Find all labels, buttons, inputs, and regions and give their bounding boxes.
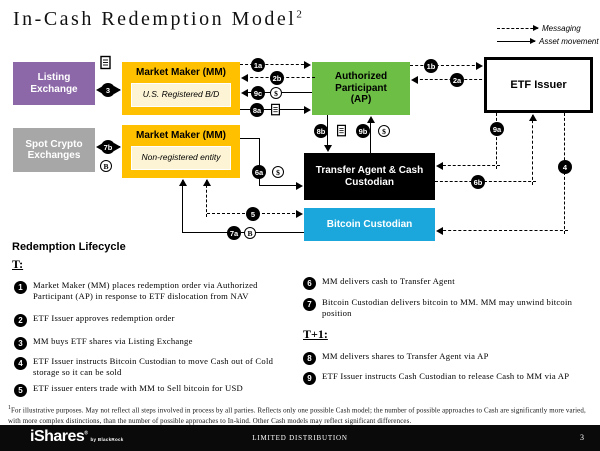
step-text: ETF Issuer instructs Cash Custodian to release Cash to MM via AP xyxy=(322,371,570,381)
lifecycle-step xyxy=(14,336,282,350)
step-text: ETF Issuer instructs Bitcoin Custodian to move Cash out of Cold storage so it can be sold xyxy=(33,356,274,378)
arrowhead-right-icon xyxy=(296,210,303,218)
badge-3: 3 xyxy=(101,83,115,97)
badge-7b: 7b xyxy=(101,140,115,154)
lifecycle-step xyxy=(303,276,583,290)
step-number: 1 xyxy=(14,281,27,294)
page-title-text: In-Cash Redemption Model xyxy=(13,8,297,30)
arrowhead-right-icon xyxy=(476,62,483,70)
lifecycle-step xyxy=(14,280,282,303)
badge-7a: 7a xyxy=(227,226,241,240)
step-text: MM buys ETF shares via Listing Exchange xyxy=(33,336,193,346)
step-text: ETF Issuer approves redemption order xyxy=(33,313,175,323)
arrowhead-left-icon xyxy=(411,76,418,84)
mm2-title: Market Maker (MM) xyxy=(135,130,227,141)
node-bitcoin-custodian xyxy=(304,208,435,241)
arrowhead-left-icon xyxy=(241,74,248,82)
brand-text: iShares xyxy=(30,428,85,445)
footnote xyxy=(8,404,594,427)
step-number: 2 xyxy=(14,314,27,327)
t-label: T: xyxy=(12,257,24,271)
legend-row-messaging xyxy=(497,22,599,35)
arrowhead-left-icon xyxy=(241,89,248,97)
edge-6b-line xyxy=(532,115,533,185)
arrowhead-left-icon xyxy=(436,227,443,235)
step-number: 9 xyxy=(303,372,316,385)
step-text: MM delivers cash to Transfer Agent xyxy=(322,276,455,286)
step-number: 7 xyxy=(303,298,316,311)
badge-9c: 9c xyxy=(251,86,265,100)
lifecycle-step xyxy=(14,356,282,379)
dashed-arrow-icon xyxy=(497,28,538,29)
badge-8b: 8b xyxy=(314,124,328,138)
lifecycle-heading: Redemption Lifecycle xyxy=(12,241,126,253)
arrowhead-down-icon xyxy=(324,145,332,152)
edge-7a-line xyxy=(182,180,183,233)
solid-arrow-icon xyxy=(497,41,535,42)
arrowhead-up-icon xyxy=(203,179,211,186)
lifecycle-step xyxy=(303,297,583,320)
step-text: Market Maker (MM) places redemption order via Authorized Participant (AP) in response to ETF dislocation from NAV xyxy=(33,280,258,302)
badge-1b: 1b xyxy=(424,59,438,73)
share-certificate-icon xyxy=(269,103,282,117)
edge-6a-line xyxy=(259,185,297,186)
share-certificate-icon xyxy=(335,124,348,138)
step-number: 8 xyxy=(303,352,316,365)
arrowhead-right-icon xyxy=(304,106,311,114)
step-text: Bitcoin Custodian delivers bitcoin to MM. MM may unwind bitcoin position xyxy=(322,297,573,319)
dollar-coin-icon: $ xyxy=(272,166,284,178)
arrowhead-right-icon xyxy=(114,86,121,94)
etf-issuer-label: ETF Issuer xyxy=(510,78,567,91)
badge-1a: 1a xyxy=(251,58,265,72)
legend xyxy=(497,22,599,48)
step-number: 5 xyxy=(14,384,27,397)
badge-4: 4 xyxy=(558,160,572,174)
bitcoin-coin-icon: B xyxy=(244,227,256,239)
legend-asset-label: Asset movement xyxy=(539,37,599,46)
listing-exchange-label: Listing Exchange xyxy=(30,72,78,95)
node-authorized-participant xyxy=(312,62,410,115)
t-plus-1-label: T+1: xyxy=(303,327,328,341)
footer-classification: LIMITED DISTRIBUTION xyxy=(252,434,348,442)
node-market-maker-registered xyxy=(122,62,240,115)
dollar-coin-icon: $ xyxy=(378,125,390,137)
footnote-marker: 1 xyxy=(8,405,12,411)
legend-row-asset xyxy=(497,35,599,48)
legend-messaging-label: Messaging xyxy=(542,24,581,33)
dollar-coin-icon: $ xyxy=(270,87,282,99)
registered-mark: ® xyxy=(84,430,88,437)
badge-8a: 8a xyxy=(250,103,264,117)
lifecycle-step xyxy=(303,371,583,385)
badge-9b: 9b xyxy=(356,124,370,138)
edge-9b-line xyxy=(370,120,371,153)
badge-6b: 6b xyxy=(471,175,485,189)
step-number: 4 xyxy=(14,357,27,370)
bitcoin-coin-icon: B xyxy=(100,160,112,172)
spot-crypto-label: Spot Crypto Exchanges xyxy=(25,138,83,161)
edge-4-line xyxy=(438,230,568,231)
badge-6a: 6a xyxy=(252,165,266,179)
arrowhead-left-icon xyxy=(436,162,443,170)
edge-6a-line xyxy=(240,138,260,139)
footer-bar xyxy=(0,425,600,451)
mm2-subtitle: Non-registered entity xyxy=(131,146,231,170)
badge-9a: 9a xyxy=(490,122,504,136)
lifecycle-step xyxy=(303,351,583,365)
footnote-text: For illustrative purposes. May not reflect all steps involved in process by all parties. Reflects only one possible Cash model; the number of possible approaches to Cash are significantly more varied, with more complex distinctions, than the number of possible approaches to In-kind. Other Cash models may reflect significant differences. xyxy=(8,407,586,425)
step-text: ETF issuer enters trade with MM to Sell bitcoin for USD xyxy=(33,383,243,393)
step-number: 3 xyxy=(14,337,27,350)
arrowhead-up-icon xyxy=(529,114,537,121)
arrowhead-right-icon xyxy=(304,61,311,69)
mm1-title: Market Maker (MM) xyxy=(135,67,227,78)
node-spot-crypto-exchanges xyxy=(13,128,95,172)
lifecycle-step xyxy=(14,383,289,397)
badge-2a: 2a xyxy=(450,73,464,87)
share-certificate-icon xyxy=(98,55,113,71)
arrowhead-right-icon xyxy=(114,143,121,151)
arrowhead-right-icon xyxy=(296,182,303,190)
arrowhead-up-icon xyxy=(179,179,187,186)
bitcoin-custodian-label: Bitcoin Custodian xyxy=(326,218,413,230)
node-transfer-agent-cash-custodian xyxy=(304,153,435,200)
page-title-superscript: 2 xyxy=(296,8,302,21)
badge-2b: 2b xyxy=(270,71,284,85)
node-listing-exchange xyxy=(13,62,95,105)
node-etf-issuer xyxy=(484,57,593,113)
step-text: MM delivers shares to Transfer Agent via AP xyxy=(322,351,489,361)
page-number: 3 xyxy=(580,433,584,442)
node-market-maker-nonregistered xyxy=(122,125,240,178)
transfer-agent-label: Transfer Agent & Cash Custodian xyxy=(315,165,424,188)
step-number: 6 xyxy=(303,277,316,290)
badge-5: 5 xyxy=(246,207,260,221)
ap-label: Authorized Participant (AP) xyxy=(334,71,388,106)
mm1-subtitle: U.S. Registered B/D xyxy=(131,83,231,107)
page-title xyxy=(13,8,302,31)
arrowhead-up-icon xyxy=(367,116,375,123)
lifecycle-step xyxy=(14,313,282,327)
edge-6b-line xyxy=(435,181,536,182)
brand-byline: by BlackRock xyxy=(90,437,124,442)
edge-1b-line xyxy=(410,65,480,66)
edge-9a-line xyxy=(438,165,500,166)
